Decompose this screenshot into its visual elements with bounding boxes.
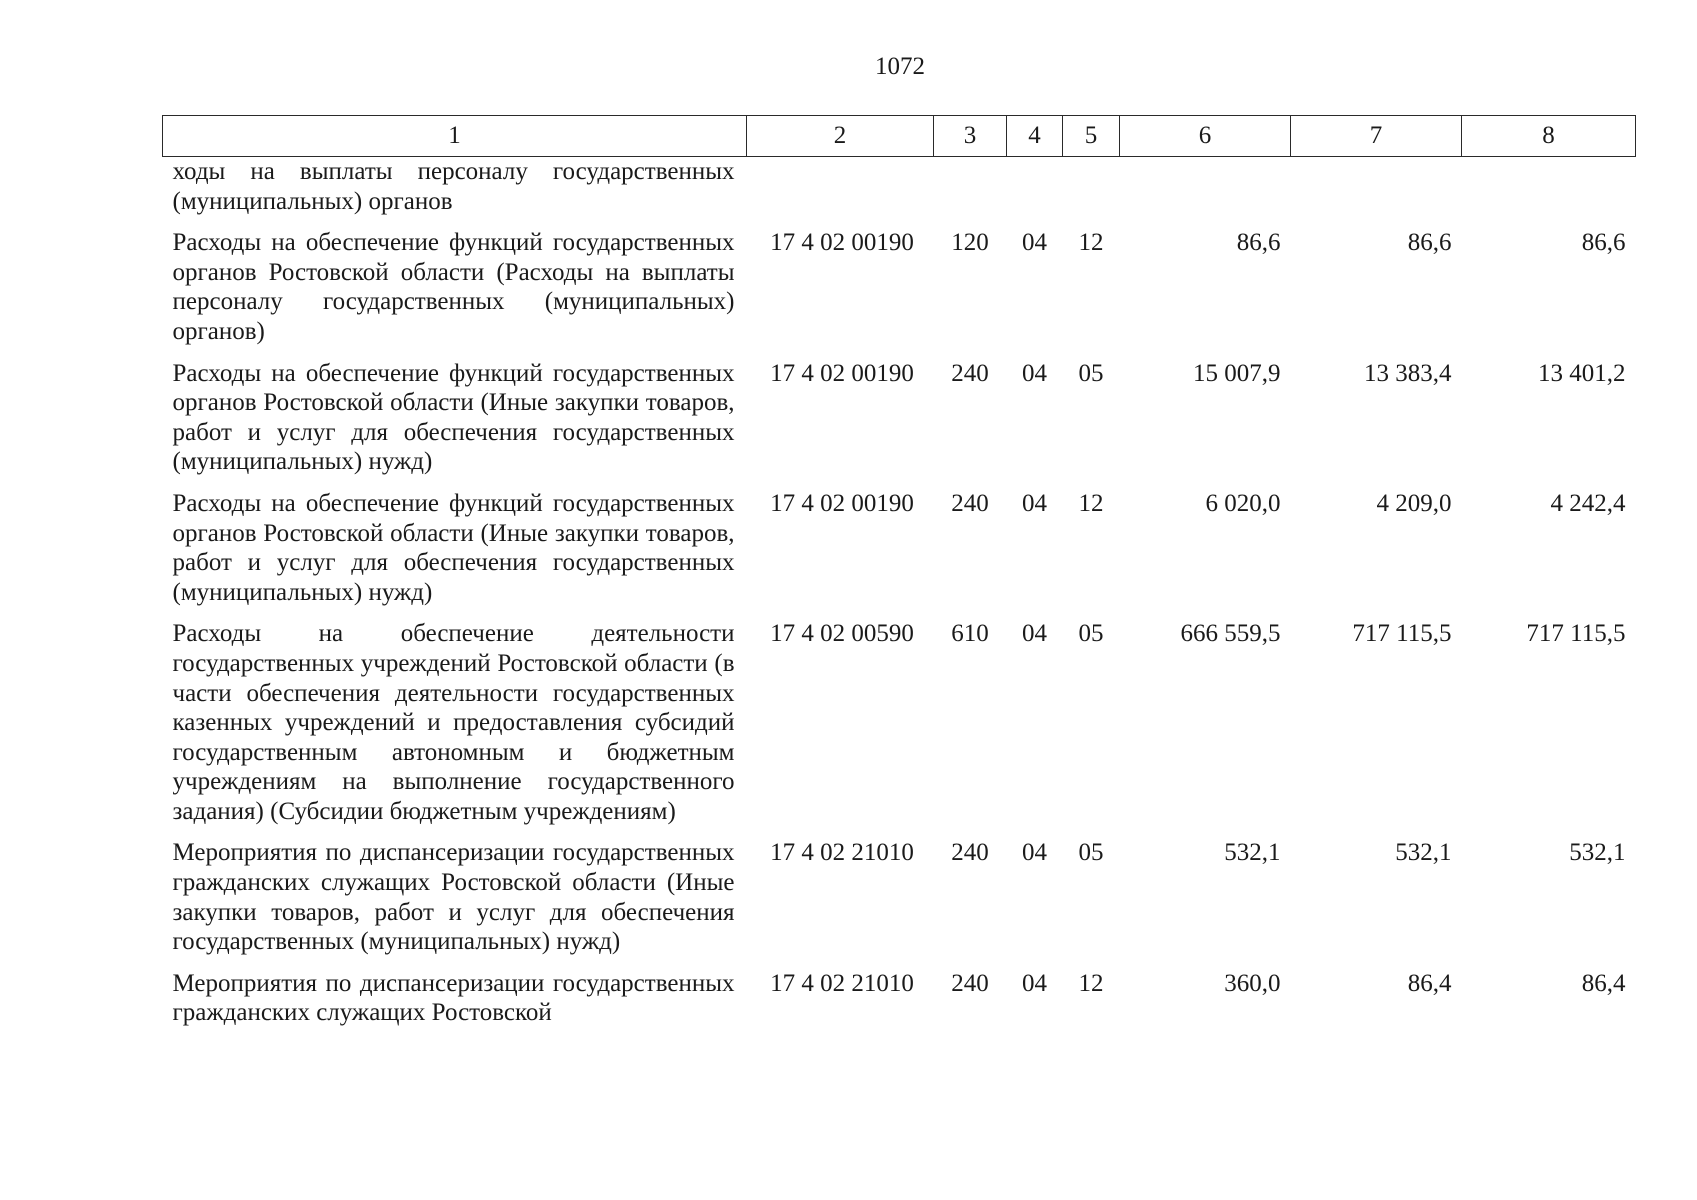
row-subsection: 12: [1078, 229, 1104, 257]
column-header-3: 3: [934, 116, 1007, 157]
row-target-code: 17 4 02 00190: [770, 489, 914, 517]
page-number: 1072: [875, 53, 925, 80]
table-row: [163, 489, 1636, 619]
row-subsection: 05: [1078, 839, 1104, 867]
row-expense-type: 240: [951, 969, 989, 997]
row-amount-year-3: 4 242,4: [1550, 489, 1626, 517]
row-expense-type: 120: [951, 229, 989, 257]
row-amount-year-3: 717 115,5: [1526, 620, 1626, 648]
table-row: [163, 838, 1636, 968]
column-header-7: 7: [1291, 116, 1462, 157]
row-expense-type: 240: [951, 839, 989, 867]
row-description: Расходы на обеспечение функций государственных органов Ростовской области (Иные закупки товаров, работ и услуг для обеспечения государственных (муниципальных) нужд): [172, 489, 735, 606]
row-amount-year-1: 360,0: [1224, 969, 1281, 997]
column-header-5: 5: [1063, 116, 1120, 157]
row-amount-year-3: 13 401,2: [1538, 359, 1626, 387]
column-header-6: 6: [1120, 116, 1291, 157]
row-amount-year-2: 86,6: [1407, 229, 1452, 257]
row-subsection: 05: [1078, 359, 1104, 387]
row-target-code: 17 4 02 00190: [770, 229, 914, 257]
row-amount-year-3: 86,6: [1581, 229, 1626, 257]
row-amount-year-2: 13 383,4: [1364, 359, 1452, 387]
row-description: Расходы на обеспечение функций государственных органов Ростовской области (Расходы на выплаты персоналу государственных (муниципальных) органов): [172, 229, 735, 345]
row-expense-type: 610: [951, 620, 989, 648]
row-section: 04: [1022, 489, 1047, 517]
table-row: [163, 969, 1636, 1040]
row-target-code: 17 4 02 21010: [770, 969, 914, 997]
row-amount-year-2: 717 115,5: [1352, 620, 1452, 648]
row-subsection: 12: [1078, 489, 1104, 517]
row-description: Расходы на обеспечение функций государственных органов Ростовской области (Иные закупки товаров, работ и услуг для обеспечения государственных (муниципальных) нужд): [172, 359, 735, 476]
row-amount-year-1: 532,1: [1224, 839, 1281, 867]
table-body: [163, 157, 1636, 1041]
table-row: [163, 228, 1636, 358]
row-amount-year-3: 86,4: [1581, 969, 1626, 997]
row-amount-year-1: 666 559,5: [1180, 620, 1281, 648]
row-expense-type: 240: [951, 359, 989, 387]
row-target-code: 17 4 02 00590: [770, 620, 914, 648]
row-target-code: 17 4 02 00190: [770, 359, 914, 387]
table-row: [163, 359, 1636, 489]
row-description: Мероприятия по диспансеризации государственных гражданских служащих Ростовской области (Иные закупки товаров, работ и услуг для обеспечения государственных (муниципальных) нужд): [172, 839, 735, 956]
row-amount-year-1: [1120, 157, 1291, 229]
row-section: 04: [1022, 839, 1047, 867]
row-subsection: 05: [1078, 620, 1104, 648]
row-description: Мероприятия по диспансеризации государственных гражданских служащих Ростовской: [172, 969, 735, 1027]
column-header-1: 1: [163, 116, 747, 157]
row-amount-year-1: 86,6: [1236, 229, 1281, 257]
row-expense-type: 240: [951, 489, 989, 517]
row-section: 04: [1022, 620, 1047, 648]
row-target-code: 17 4 02 21010: [770, 839, 914, 867]
row-amount-year-2: 86,4: [1407, 969, 1452, 997]
row-section: 04: [1022, 969, 1047, 997]
row-expense-type: [934, 157, 1007, 229]
row-subsection: 12: [1078, 969, 1104, 997]
row-amount-year-1: 6 020,0: [1205, 489, 1281, 517]
row-subsection: [1063, 157, 1120, 229]
row-amount-year-1: 15 007,9: [1193, 359, 1281, 387]
row-amount-year-2: 532,1: [1395, 839, 1452, 867]
table-row: [163, 619, 1636, 838]
column-header-4: 4: [1007, 116, 1063, 157]
budget-table: [162, 115, 1636, 1040]
row-amount-year-2: 4 209,0: [1376, 489, 1452, 517]
row-amount-year-3: [1462, 157, 1636, 229]
row-section: 04: [1022, 229, 1047, 257]
table-row: [163, 157, 1636, 229]
row-section: 04: [1022, 359, 1047, 387]
column-header-2: 2: [747, 116, 934, 157]
row-description: Расходы на обеспечение деятельности государственных учреждений Ростовской области (в части обеспечения деятельности государственных казенных учреждений и предоставления субсидий государственным автономным и бюджетным учреждениям на выполнение государственного задания) (Субсидии бюджетным учреждениям): [172, 620, 735, 825]
row-section: [1007, 157, 1063, 229]
column-header-8: 8: [1462, 116, 1636, 157]
row-target-code: [747, 157, 934, 229]
row-amount-year-2: [1291, 157, 1462, 229]
table-header: [163, 116, 1636, 157]
row-amount-year-3: 532,1: [1569, 839, 1626, 867]
row-description: ходы на выплаты персоналу государственных (муниципальных) органов: [172, 158, 735, 215]
